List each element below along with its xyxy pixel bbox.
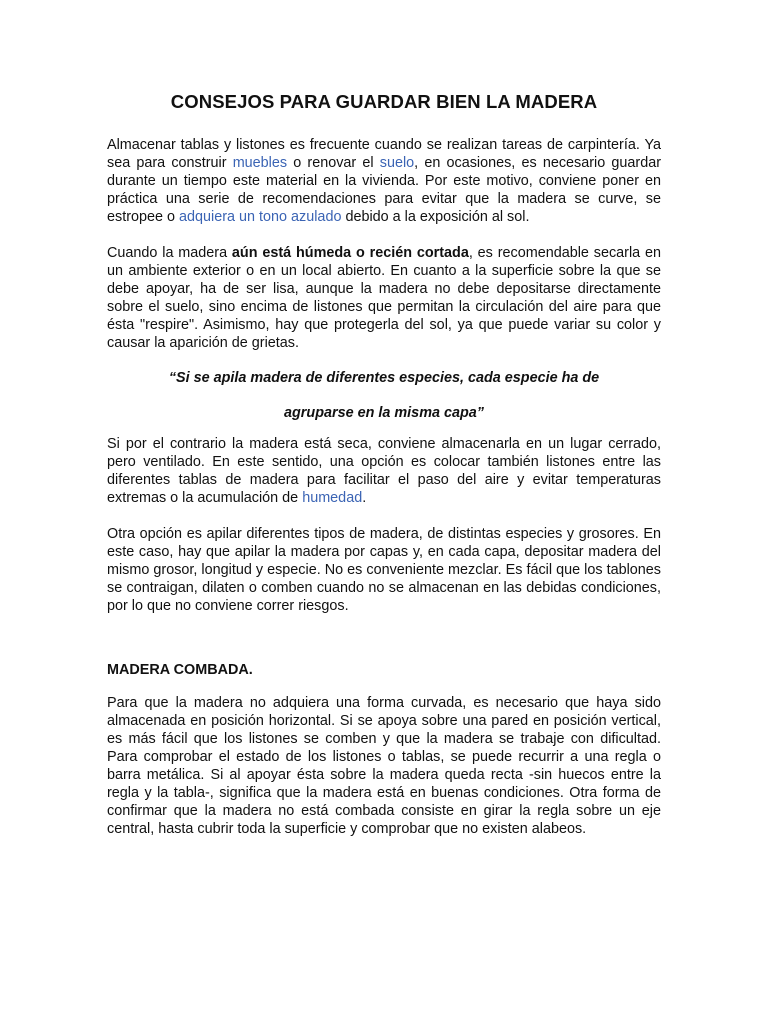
intro-text-4: debido a la exposición al sol. (341, 209, 530, 225)
seca-text-2: . (362, 490, 367, 506)
paragraph-intro (107, 136, 661, 226)
pull-quote-line-1: “Si se apila madera de diferentes especies, cada especie ha de (168, 370, 600, 386)
link-suelo[interactable]: suelo (379, 155, 415, 171)
section-heading-madera-combada: MADERA COMBADA. (107, 662, 253, 678)
paragraph-seca (107, 435, 661, 507)
paragraph-humeda (107, 244, 661, 352)
paragraph-apilar: Otra opción es apilar diferentes tipos de madera, de distintas especies y grosores. En este caso, hay que apilar la madera por capas y, en cada capa, depositar madera del mismo grosor, longitud y especie. No es conveniente mezclar. Es fácil que los tablones se contraigan, dilaten o comben cuando no se almacenan en las debidas condiciones, por lo que no conviene correr riesgos. (107, 526, 661, 614)
humeda-text-1: Cuando la madera (107, 245, 232, 261)
intro-text-1: Almacenar tablas y listones es frecuente cuando se realizan tareas de carpintería. Ya sea para construir (107, 137, 661, 171)
intro-text-3: , en ocasiones, es necesario guardar durante un tiempo este material en la vivienda. Por este motivo, conviene poner en práctica una serie de recomendaciones para evitar que la madera se curve, se estropee o (107, 155, 661, 225)
paragraph-combada: Para que la madera no adquiera una forma curvada, es necesario que haya sido almacenada en posición horizontal. Si se apoya sobre una pared en posición vertical, es más fácil que los listones se comben y que la madera se trabaje con dificultad. Para comprobar el estado de los listones o tablas, se puede recurrir a una regla o barra metálica. Si al apoyar ésta sobre la madera queda recta -sin huecos entre la regla y la tabla-, significa que la madera está en buenas condiciones. Otra forma de confirmar que la madera no está combada consiste en girar la regla sobre un eje central, hasta cubrir toda la superficie y comprobar que no existen alabeos. (107, 695, 661, 837)
pull-quote-line-2: agruparse en la misma capa” (284, 405, 484, 421)
humeda-text-2: , es recomendable secarla en un ambiente exterior o en un local abierto. En cuanto a la superficie sobre la que se debe apoyar, ha de ser lisa, aunque la madera no debe depositarse directamente sobre el suelo, sino encima de listones que permitan la circulación del aire para que ésta "respire". Asimismo, hay que protegerla del sol, ya que puede variar su color y causar la aparición de grietas. (107, 245, 661, 351)
link-muebles[interactable]: muebles (232, 155, 288, 171)
intro-text-2: o renovar el (287, 155, 380, 171)
seca-text-1: Si por el contrario la madera está seca, conviene almacenarla en un lugar cerrado, pero ventilado. En este sentido, una opción es colocar también listones entre las diferentes tablas de madera para facilitar el paso del aire y evitar temperaturas extremas o la acumulación de (107, 436, 661, 506)
link-tono-azulado[interactable]: adquiera un tono azulado (179, 209, 342, 225)
link-humedad[interactable]: humedad (302, 490, 363, 506)
humeda-bold-text: aún está húmeda o recién cortada (231, 245, 469, 261)
document-title: CONSEJOS PARA GUARDAR BIEN LA MADERA (170, 91, 598, 112)
